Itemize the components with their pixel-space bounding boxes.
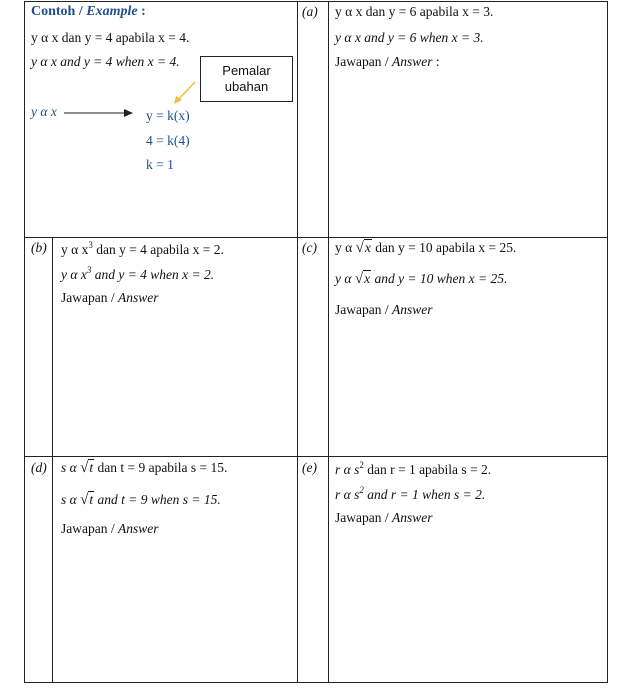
question-b-ms: y α $x^3$ dan y = 4 apabila x = 2. bbox=[61, 240, 224, 257]
question-a-ms: y α x dan y = 6 apabila x = 3. bbox=[335, 4, 494, 19]
sqrt-symbol: √t bbox=[80, 492, 94, 508]
constant-note-box bbox=[200, 56, 293, 102]
question-a-en: y α x and y = 6 when x = 3. bbox=[335, 30, 484, 45]
example-title bbox=[31, 4, 146, 20]
divider-center bbox=[297, 2, 298, 683]
question-c-ms: y α √x dan y = 10 apabila x = 25. bbox=[335, 240, 517, 256]
example-step-3: k = 1 bbox=[146, 157, 174, 172]
question-a-answer-label: Jawapan / Answer : bbox=[335, 54, 440, 69]
example-line-ms: y α x dan y = 4 apabila x = 4. bbox=[31, 30, 190, 45]
question-e-label: (e) bbox=[302, 460, 317, 475]
example-title-ms: Contoh bbox=[31, 4, 76, 19]
example-title-en: Example bbox=[86, 4, 138, 19]
divider-left-col bbox=[52, 237, 53, 683]
question-a-label: (a) bbox=[302, 4, 318, 19]
divider-row-1 bbox=[25, 237, 607, 238]
question-d-answer-label: Jawapan / Answer bbox=[61, 521, 159, 536]
question-d-ms: s α √t dan t = 9 apabila s = 15. bbox=[61, 460, 228, 476]
question-d-label: (d) bbox=[31, 460, 47, 475]
divider-right-col bbox=[328, 2, 329, 683]
question-e-answer-label: Jawapan / Answer bbox=[335, 510, 433, 525]
question-b-label: (b) bbox=[31, 240, 47, 255]
sqrt-symbol: √t bbox=[80, 460, 94, 476]
question-c-en: y α √x and y = 10 when x = 25. bbox=[335, 271, 508, 287]
note-line-1: Pemalar bbox=[222, 63, 271, 78]
question-c-label: (c) bbox=[302, 240, 317, 255]
sqrt-symbol: √x bbox=[354, 271, 371, 287]
example-title-colon: : bbox=[137, 4, 146, 19]
example-step-2: 4 = k(4) bbox=[146, 133, 190, 148]
note-line-2: ubahan bbox=[224, 79, 269, 95]
question-d-en: s α √t and t = 9 when s = 15. bbox=[61, 492, 221, 508]
example-line-en: y α x and y = 4 when x = 4. bbox=[31, 54, 180, 69]
question-b-en: y α $x^3$ and y = 4 when x = 2. bbox=[61, 265, 215, 282]
example-step-1: y = k(x) bbox=[146, 108, 190, 123]
question-e-ms: r α $s^2$ dan r = 1 apabila s = 2. bbox=[335, 460, 492, 477]
vary-left-text: y α x bbox=[31, 104, 57, 119]
sqrt-symbol: √x bbox=[355, 240, 371, 256]
question-e-en: r α $s^2$ and r = 1 when s = 2. bbox=[335, 485, 486, 502]
divider-row-2 bbox=[25, 456, 607, 457]
question-b-answer-label: Jawapan / Answer bbox=[61, 290, 159, 305]
worksheet-grid bbox=[24, 1, 608, 683]
example-title-sep: / bbox=[75, 4, 87, 19]
question-c-answer-label: Jawapan / Answer bbox=[335, 302, 433, 317]
